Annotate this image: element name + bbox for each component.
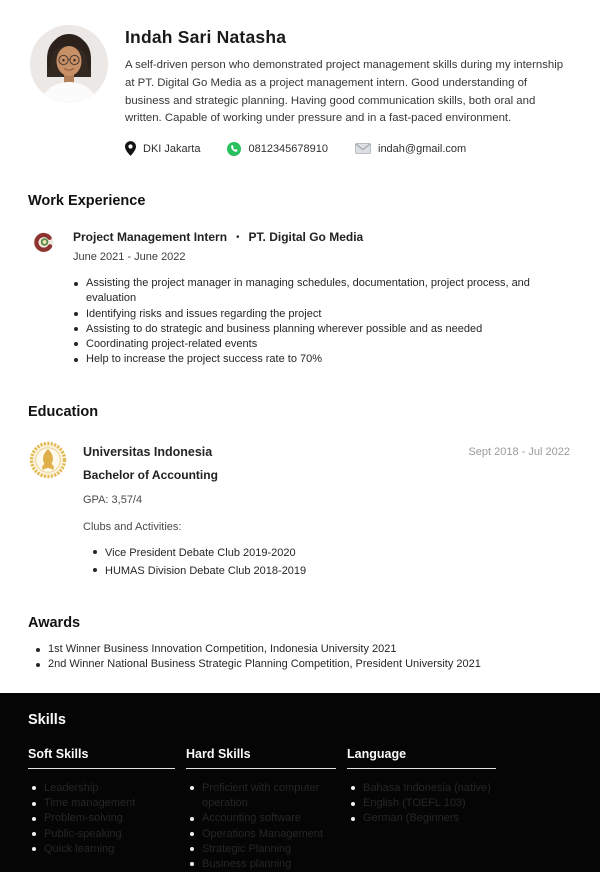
gpa-text: GPA: 3,57/4 xyxy=(83,494,143,507)
phone-text: 0812345678910 xyxy=(248,142,328,155)
skill-item xyxy=(32,781,175,796)
name-heading: Indah Sari Natasha xyxy=(125,27,287,47)
soft-skills-title: Soft Skills xyxy=(28,747,175,769)
bullet-dot xyxy=(190,786,194,790)
skill-text: Accounting software xyxy=(202,812,302,825)
language-list xyxy=(347,781,496,827)
job-title: Project Management Intern xyxy=(73,230,228,245)
education-entry xyxy=(28,441,572,580)
avatar-portrait-illustration xyxy=(30,25,108,103)
education-section xyxy=(0,404,600,580)
skill-item xyxy=(351,811,496,826)
education-heading: Education xyxy=(28,404,99,421)
email-text: indah@gmail.com xyxy=(378,142,467,155)
skill-text: Operations Management xyxy=(202,827,324,840)
bullet-dot xyxy=(36,648,40,652)
skill-text: English (TOEFL 103) xyxy=(363,797,466,810)
bullet-dot xyxy=(190,862,194,866)
skill-text: Bahasa Indonesia (native) xyxy=(363,781,491,794)
skill-item xyxy=(351,796,496,811)
skill-item xyxy=(190,811,336,826)
soft-skills-list xyxy=(28,781,175,857)
skill-text: German (Beginners xyxy=(363,812,459,825)
skill-text: Quick learning xyxy=(44,842,115,855)
bullet-dot xyxy=(32,817,36,821)
skill-text: Business planning xyxy=(202,857,292,870)
bullet-dot xyxy=(351,817,355,821)
skill-text: Public-speaking xyxy=(44,827,122,840)
skill-text: Proficient with computer operation xyxy=(202,781,320,810)
language-column xyxy=(347,747,496,872)
award-bullet-item xyxy=(36,657,572,672)
whatsapp-icon xyxy=(227,142,241,156)
contact-row xyxy=(125,141,572,156)
skill-text: Strategic Planning xyxy=(202,842,292,855)
bullet-dot xyxy=(74,342,78,346)
company-name: PT. Digital Go Media xyxy=(248,230,364,245)
company-logo xyxy=(33,232,54,253)
bullet-dot xyxy=(190,847,194,851)
skill-item xyxy=(190,827,336,842)
header-text-block xyxy=(125,25,572,156)
skills-heading: Skills xyxy=(28,711,66,728)
bullet-dot xyxy=(74,282,78,286)
education-entry-text xyxy=(83,441,306,580)
awards-bullet-list xyxy=(28,642,572,672)
bullet-dot xyxy=(93,568,97,572)
work-entry xyxy=(28,230,572,367)
job-title-row xyxy=(73,230,363,244)
bullet-dot xyxy=(74,312,78,316)
award-bullet-item xyxy=(36,642,572,657)
language-title: Language xyxy=(347,747,496,769)
awards-heading: Awards xyxy=(28,615,81,632)
job-period: June 2021 - June 2022 xyxy=(73,251,186,264)
skill-text: Problem-solving xyxy=(44,812,123,825)
bullet-text: Vice President Debate Club 2019-2020 xyxy=(105,547,296,560)
bullet-text: Identifying risks and issues regarding the project xyxy=(86,307,322,320)
job-bullet-item xyxy=(74,322,572,337)
awards-section xyxy=(0,615,600,672)
work-experience-heading: Work Experience xyxy=(28,193,146,210)
bullet-dot xyxy=(32,847,36,851)
clubs-bullet-list xyxy=(83,544,306,580)
bullet-text: 1st Winner Business Innovation Competition, Indonesia University 2021 xyxy=(48,643,397,656)
job-bullet-list xyxy=(28,276,572,367)
school-name: Universitas Indonesia xyxy=(83,445,213,460)
skill-item xyxy=(190,857,336,872)
skill-text: Time management xyxy=(44,797,136,810)
bullet-dot xyxy=(36,663,40,667)
skill-item xyxy=(32,811,175,826)
job-bullet-item xyxy=(74,337,572,352)
club-bullet-item xyxy=(93,562,306,580)
avatar xyxy=(30,25,108,103)
header-section xyxy=(0,0,600,156)
university-logo xyxy=(29,441,67,479)
hard-skills-title: Hard Skills xyxy=(186,747,336,769)
bullet-text: Assisting to do strategic and business planning wherever possible and as needed xyxy=(86,322,483,335)
contact-location xyxy=(125,141,200,156)
skill-item xyxy=(190,842,336,857)
skill-item xyxy=(32,796,175,811)
work-entry-text xyxy=(73,230,363,263)
skill-item xyxy=(190,781,336,811)
title-separator: • xyxy=(236,231,240,243)
job-bullet-item xyxy=(74,352,572,367)
skill-text: Leadership xyxy=(44,781,99,794)
degree-name: Bachelor of Accounting xyxy=(83,468,218,483)
education-period: Sept 2018 - Jul 2022 xyxy=(468,446,570,459)
skills-section xyxy=(0,693,600,872)
bullet-dot xyxy=(32,832,36,836)
skill-item xyxy=(32,827,175,842)
bullet-dot xyxy=(351,786,355,790)
summary-text: A self-driven person who demonstrated project management skills during my internship at PT. Digital Go Media as a project management intern. Good understanding of business and strategic planning. Having good communication skills, both oral and written. Capable of working under pressure and in a fast-paced environment. xyxy=(125,59,564,125)
bullet-dot xyxy=(74,358,78,362)
envelope-icon xyxy=(355,143,371,154)
location-text: DKI Jakarta xyxy=(143,142,201,155)
bullet-dot xyxy=(74,327,78,331)
job-bullet-item xyxy=(74,276,572,306)
skills-columns xyxy=(28,747,572,872)
skill-item xyxy=(351,781,496,796)
bullet-text: Help to increase the project success rate to 70% xyxy=(86,353,323,366)
work-experience-section xyxy=(0,193,600,367)
bullet-text: 2nd Winner National Business Strategic Planning Competition, President University 2021 xyxy=(48,658,481,671)
job-bullet-item xyxy=(74,307,572,322)
work-entry-header xyxy=(28,230,572,263)
location-pin-icon xyxy=(125,141,136,156)
skill-item xyxy=(32,842,175,857)
contact-phone xyxy=(227,142,328,156)
hard-skills-list xyxy=(186,781,336,872)
club-bullet-item xyxy=(93,544,306,562)
bullet-text: HUMAS Division Debate Club 2018-2019 xyxy=(105,565,307,578)
bullet-dot xyxy=(190,832,194,836)
bullet-text: Coordinating project-related events xyxy=(86,337,258,350)
bullet-dot xyxy=(190,817,194,821)
bullet-dot xyxy=(93,550,97,554)
bullet-dot xyxy=(32,802,36,806)
contact-email xyxy=(355,143,466,155)
clubs-label: Clubs and Activities: xyxy=(83,521,182,534)
soft-skills-column xyxy=(28,747,175,872)
bullet-dot xyxy=(351,802,355,806)
bullet-dot xyxy=(32,786,36,790)
hard-skills-column xyxy=(186,747,336,872)
bullet-text: Assisting the project manager in managing schedules, documentation, project process, and evaluation xyxy=(86,277,530,305)
